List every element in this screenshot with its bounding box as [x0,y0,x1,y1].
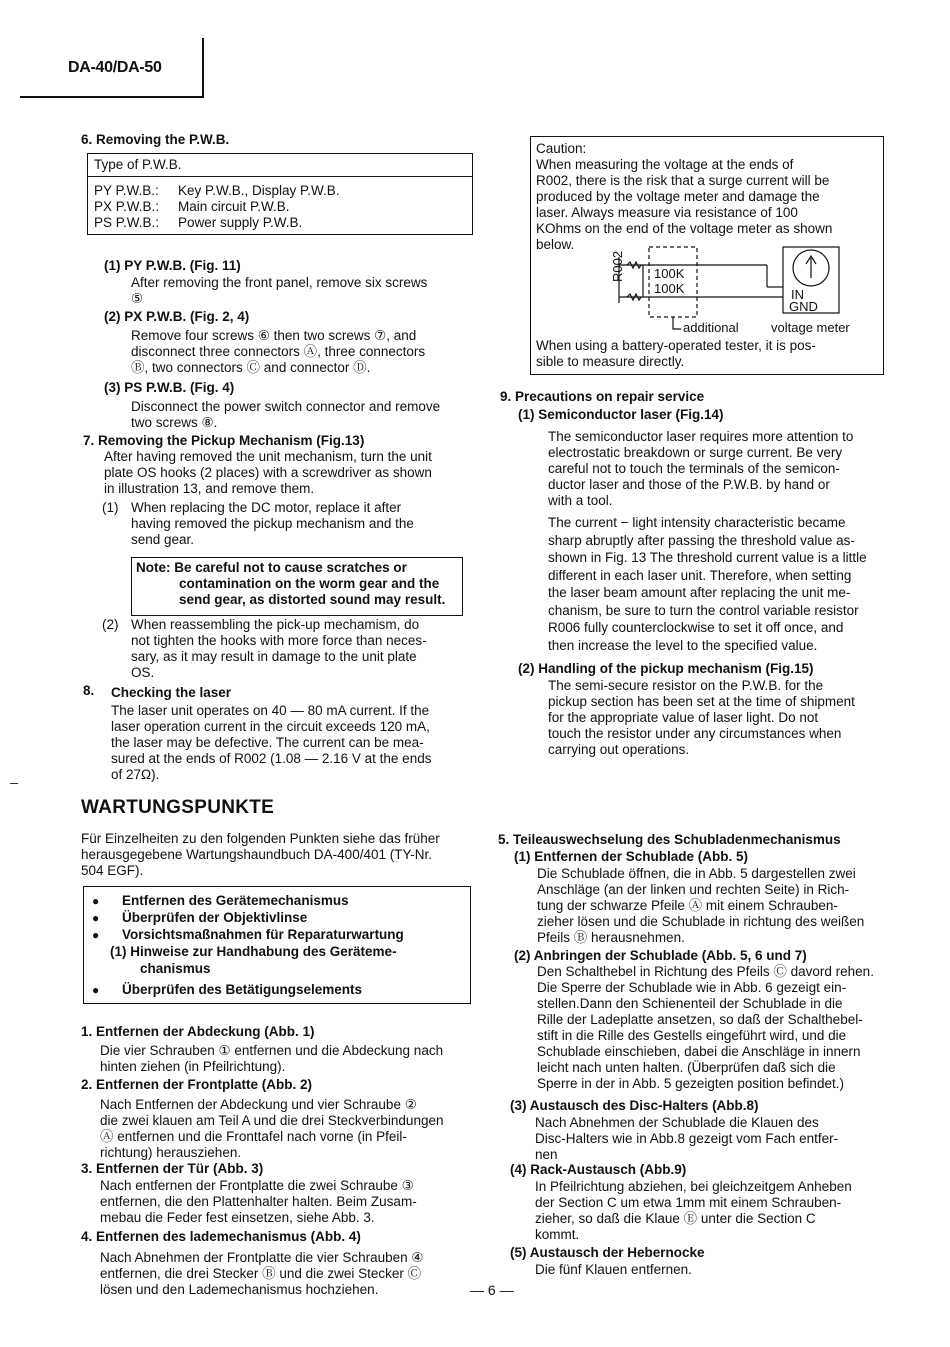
text-line: Anschläge (an der linken und rechten Seite) in Rich- [537,882,850,897]
text-line: Ⓑ, two connectors Ⓒ and connector Ⓓ. [131,360,371,375]
text-line: mebau die Feder fest einsetzen, siehe Abb. 3. [100,1210,375,1225]
de-sub-4-text [535,1179,887,1243]
text-line: Den Schalthebel in Richtung des Pfeils Ⓒ davord rehen. [537,964,874,979]
bullet-text: Überprüfen des Betätigungselements [122,982,363,997]
section-9-p3 [548,678,888,758]
item-ps-title: (3) PS P.W.B. (Fig. 4) [104,380,235,395]
section-7-item-2 [131,617,471,681]
text-line: ⑤ [131,291,144,306]
text-line: in illustration 13, and remove them. [104,481,315,496]
in-label: IN [791,287,804,302]
de-step-5-title: 5. Teileauswechselung des Schubladenmechanismus [498,832,841,847]
section-9-title: 9. Precautions on repair service [500,389,705,404]
de-step-4-text [100,1250,480,1298]
text-line: Nach Entfernen der Abdeckung und vier Schraube ② [100,1097,417,1112]
text-line: the laser beam amount after replacing the unit me- [548,585,851,600]
text-line: Nach Abnehmen der Frontplatte die vier Schrauben ④ [100,1250,424,1265]
text-line: different in each laser unit. Therefore, when setting [548,567,852,583]
de-step-4-title: 4. Entfernen des lademechanismus (Abb. 4) [81,1229,361,1244]
caution-footer [536,338,880,370]
section-9-sub-1: (1) Semiconductor laser (Fig.14) [518,407,724,422]
text-line: sured at the ends of R002 (1.08 — 2.16 V at the ends [111,751,432,766]
section-9-p1 [548,429,888,509]
text-line: plate OS hooks (2 places) with a screwdriver as shown [104,465,432,480]
text-line: contamination on the worm gear and the [179,576,440,591]
text-line: the laser may be defective. The current can be mea- [111,735,424,750]
pwb-type-table [87,153,473,235]
text-line: carrying out operations. [548,742,690,757]
bullet-text: Entfernen des Gerätemechanismus [122,893,349,908]
de-step-2-text [100,1097,480,1161]
page-number: — 6 — [470,1282,514,1298]
text-line: R006 fully counterclockwise to set it off once, and [548,620,844,635]
text-line: sible to measure directly. [536,354,685,369]
text-line: Die fünf Klauen entfernen. [535,1262,692,1277]
caution-box [530,136,884,375]
item-num: (1) [102,500,119,515]
wartung-heading: WARTUNGSPUNKTE [81,797,275,818]
text-line: lösen und den Lademechanismus hochziehen. [100,1282,379,1297]
text-line: kommt. [535,1227,580,1242]
text-line: stellen.Dann den Schienenteil der Schublade in die [537,996,843,1011]
text-line: Pfeils Ⓑ herausnehmen. [537,930,685,945]
gnd-label: GND [789,299,818,314]
text-line: shown in Fig. 13 The threshold current value is a little [548,550,867,565]
text-line: zieher, so daß die Klaue Ⓔ unter die Section C [535,1211,816,1226]
item-py-text [131,275,471,307]
text-line: sary, as it may result in damage to the unit plate [131,649,417,664]
de-sub-3-title: (3) Austausch des Disc-Halters (Abb.8) [510,1098,759,1113]
section-9-sub-2: (2) Handling of the pickup mechanism (Fig.15) [518,661,814,676]
section-8-num: 8. [83,683,95,698]
de-sub-1-title: (1) Entfernen der Schublade (Abb. 5) [514,849,749,864]
text-line: When measuring the voltage at the ends of [536,157,794,172]
section-7-text [104,449,474,497]
margin-mark [10,783,18,784]
text-line: laser operation current in the circuit exceeds 120 mA, [111,719,430,734]
text-line: Nach Abnehmen der Schublade die Klauen des [535,1115,819,1130]
text-line: chanism, be sure to turn the control variable resistor [548,602,859,618]
resistor-label: 100K [654,266,685,281]
section-9-p2 [548,514,888,654]
text-line: When replacing the DC motor, replace it after [131,500,402,515]
de-step-2-title: 2. Entfernen der Frontplatte (Abb. 2) [81,1077,313,1092]
model-title: DA-40/DA-50 [68,59,162,76]
text-line: Note: Be careful not to cause scratches or [136,560,407,575]
text-line: herausgegebene Wartungshaundbuch DA-400/401 (TY-Nr. [81,847,432,862]
text-line: disconnect three connectors Ⓐ, three connectors [131,344,426,359]
text-line: leicht nach unten halten. (Überprüfen daß sich die [537,1060,836,1075]
text-line: Die vier Schrauben ① entfernen und die Abdeckung nach [100,1043,444,1058]
additional-label: additional [683,320,739,335]
text-line: Disconnect the power switch connector and remove [131,399,441,414]
table-row [88,183,472,199]
text-line: Die Schublade öffnen, die in Abb. 5 dargestellen zwei [537,866,856,881]
text-line: then increase the level to the specified value. [548,637,818,653]
pwb-code: PY P.W.B.: [94,183,159,198]
wartung-bullet-box [83,886,471,1004]
section-8-text [111,703,471,783]
text-line: careful not to touch the terminals of the semicon- [548,461,840,476]
text-line: send gear, as distorted sound may result. [179,592,446,607]
text-line: KOhms on the end of the voltage meter as shown [536,221,833,236]
text-line: send gear. [131,532,195,547]
pwb-desc: Power supply P.W.B. [178,215,303,230]
text-line: having removed the pickup mechanism and the [131,516,414,531]
pwb-code: PS P.W.B.: [94,215,160,230]
text-line: In Pfeilrichtung abziehen, bei gleichzeitgem Anheben [535,1179,852,1194]
table-row [88,199,472,215]
item-ps-text [131,399,471,431]
de-sub-1-text [537,866,887,946]
section-7-item-1 [131,500,471,548]
pwb-table-header: Type of P.W.B. [88,154,472,177]
text-line: After removing the front panel, remove six screws [131,275,428,290]
text-line: ductor laser and those of the P.W.B. by hand or [548,477,830,492]
text-line: Die Sperre der Schublade wie in Abb. 6 gezeigt ein- [537,980,847,995]
text-line: pickup section has been set at the time of shipment [548,694,855,709]
text-line: When reassembling the pick-up mechamism, do [131,617,420,632]
bullet-text: Überprüfen der Objektivlinse [122,910,308,925]
section-8-title: Checking the laser [111,685,232,700]
text-line: Rille der Ladeplatte ansetzen, so daß der Schalthebel- [537,1012,863,1027]
text-line: tung der schwarze Pfeile Ⓐ mit einem Schrauben- [537,898,838,913]
wartung-intro [81,831,481,879]
de-sub-4-title: (4) Rack-Austausch (Abb.9) [510,1162,687,1177]
r002-label: R002 [610,250,625,282]
text-line: Schublade einschieben, dabei die Anschläge in innern [537,1044,861,1059]
item-py-title: (1) PY P.W.B. (Fig. 11) [104,258,241,273]
text-line: der Section C um etwa 1mm mit einem Schrauben- [535,1195,842,1210]
text-line: below. [536,237,575,252]
text-line: for the appropriate value of laser light. Do not [548,710,819,725]
note-box [131,557,463,616]
bullet-sub: chanismus [140,961,211,976]
text-line: touch the resistor under any circumstances when [548,726,842,741]
pwb-desc: Main circuit P.W.B. [178,199,290,214]
text-line: Für Einzelheiten zu den folgenden Punkten siehe das früher [81,831,440,846]
text-line: R002, there is the risk that a surge current will be [536,173,830,188]
text-line: die zwei klauen am Teil A und die drei Steckverbindungen [100,1113,444,1128]
text-line: hinten ziehen (in Pfeilrichtung). [100,1059,286,1074]
de-sub-3-text [535,1115,887,1163]
text-line: When using a battery-operated tester, it is pos- [536,338,816,353]
text-line: electrostatic breakdown or surge current. Be very [548,445,843,460]
text-line: The laser unit operates on 40 — 80 mA current. If the [111,703,430,718]
de-step-3-title: 3. Entfernen der Tür (Abb. 3) [81,1161,264,1176]
pwb-desc: Key P.W.B., Display P.W.B. [178,183,340,198]
text-line: The semi-secure resistor on the P.W.B. for the [548,678,824,693]
text-line: Disc-Halters wie in Abb.8 gezeigt vom Fach entfer- [535,1131,839,1146]
de-step-3-text [100,1178,480,1226]
item-num: (2) [102,617,119,632]
text-line: produced by the voltage meter and damage the [536,189,820,204]
de-sub-5-text [535,1262,887,1278]
text-line: of 27Ω). [111,767,160,782]
text-line: nen [535,1147,558,1162]
table-row [88,215,472,231]
text-line: Ⓐ entfernen und die Fronttafel nach vorne (in Pfeil- [100,1129,407,1144]
resistor-label: 100K [654,281,685,296]
de-step-1-text [100,1043,480,1075]
voltage-meter-label: voltage meter [771,320,850,335]
item-px-text [131,328,471,376]
pwb-code: PX P.W.B.: [94,199,160,214]
bullet-sub: (1) Hinweise zur Handhabung des Geräteme- [110,944,397,959]
de-sub-2-text [537,964,887,1092]
bullet-text: Vorsichtsmaßnahmen für Reparaturwartung [122,927,404,942]
text-line: with a tool. [548,493,613,508]
de-step-1-title: 1. Entfernen der Abdeckung (Abb. 1) [81,1024,315,1039]
text-line: OS. [131,665,155,680]
de-sub-5-title: (5) Austausch der Hebernocke [510,1245,705,1260]
text-line: not tighten the hooks with more force than neces- [131,633,427,648]
section-6-title: 6. Removing the P.W.B. [81,132,230,147]
text-line: zieher lösen und die Schublade in richtung des weißen [537,914,865,929]
text-line: 504 EGF). [81,863,144,878]
text-line: stift in die Rille des Gestells eingeführt wird, und die [537,1028,847,1043]
text-line: laser. Always measure via resistance of 100 [536,205,798,220]
item-px-title: (2) PX P.W.B. (Fig. 2, 4) [104,309,250,324]
text-line: Nach entfernen der Frontplatte die zwei Schraube ③ [100,1178,414,1193]
text-line: entfernen, die den Plattenhalter halten. Beim Zusam- [100,1194,417,1209]
text-line: two screws ⑧. [131,415,218,430]
text-line: The current − light intensity characteristic became [548,515,846,530]
section-7-title: 7. Removing the Pickup Mechanism (Fig.13) [83,433,365,448]
text-line: sharp abruptly after passing the threshold value as- [548,532,855,548]
text-line: richtung) herausziehen. [100,1145,242,1160]
de-sub-2-title: (2) Anbringen der Schublade (Abb. 5, 6 und 7) [514,948,807,963]
text-line: The semiconductor laser requires more attention to [548,429,854,444]
text-line: Remove four screws ⑥ then two screws ⑦, and [131,328,417,343]
text-line: Sperre in der in Abb. 5 gezeigten position befindet.) [537,1076,844,1091]
text-line: Caution: [536,141,587,156]
text-line: After having removed the unit mechanism, turn the unit [104,449,432,464]
text-line: entfernen, die drei Stecker Ⓑ und die zwei Stecker Ⓒ [100,1266,422,1281]
